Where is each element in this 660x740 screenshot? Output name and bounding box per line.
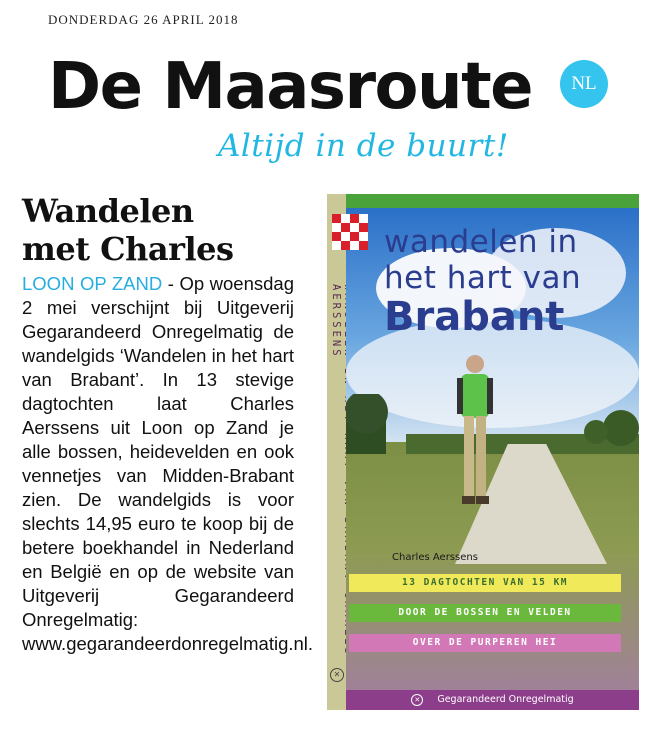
book-cover-image: [327, 194, 639, 710]
nl-badge: NL: [560, 60, 608, 108]
cover-title-line-2: het hart van: [384, 260, 582, 296]
circle-x-icon: ✕: [411, 694, 423, 706]
cover-banner-forests: DOOR DE BOSSEN EN VELDEN: [349, 604, 621, 622]
article-kicker: LOON OP ZAND: [22, 273, 163, 294]
article-headline: [22, 192, 294, 268]
article: [22, 192, 314, 656]
cover-banner-heath: OVER DE PURPEREN HEI: [349, 634, 621, 652]
issue-date: DONDERDAG 26 APRIL 2018: [48, 12, 239, 27]
article-text: - Op woensdag 2 mei verschijnt bij Uitgeverij Gegarandeerd Onregelmatig de wandelgids ‘Wandelen in het hart van Brabant’. In 13 stevige dagtochten laat Charles Aerssens uit Loon op Zand je alle bossen, heidevelden en ook vennetjes van Midden-Brabant zien. De wandelgids is voor slechts 14,95 euro te koop bij de betere boekhandel in Nederland en België en op de website van Uitgeverij Gegarandeerd Onregelmatig: www.gegarandeerdonregelmatig.nl.: [22, 273, 314, 654]
headline-line-1: Wandelen: [22, 192, 194, 230]
tagline: Altijd in de buurt!: [218, 128, 509, 164]
cover-title-line-3: Brabant: [384, 294, 565, 340]
circle-x-icon: ✕: [330, 668, 344, 682]
newspaper-name: De Maasroute: [48, 50, 533, 124]
cover-title-line-1: wandelen in: [384, 224, 578, 260]
cover-author: Charles Aerssens: [392, 552, 478, 563]
cover-banner-days: 13 DAGTOCHTEN VAN 15 KM: [349, 574, 621, 592]
spine-text: AERSSENS: [330, 284, 342, 359]
publisher-name: Gegarandeerd Onregelmatig: [437, 694, 574, 705]
cover-top-bar: [346, 194, 639, 208]
masthead: [48, 44, 608, 134]
headline-line-2: met Charles: [22, 230, 234, 268]
red-white-checker-icon: [332, 214, 368, 250]
cover-publisher-bar: [346, 690, 639, 710]
article-body: [22, 272, 314, 656]
book-spine: [327, 194, 346, 710]
hiker-figure: [445, 352, 505, 522]
